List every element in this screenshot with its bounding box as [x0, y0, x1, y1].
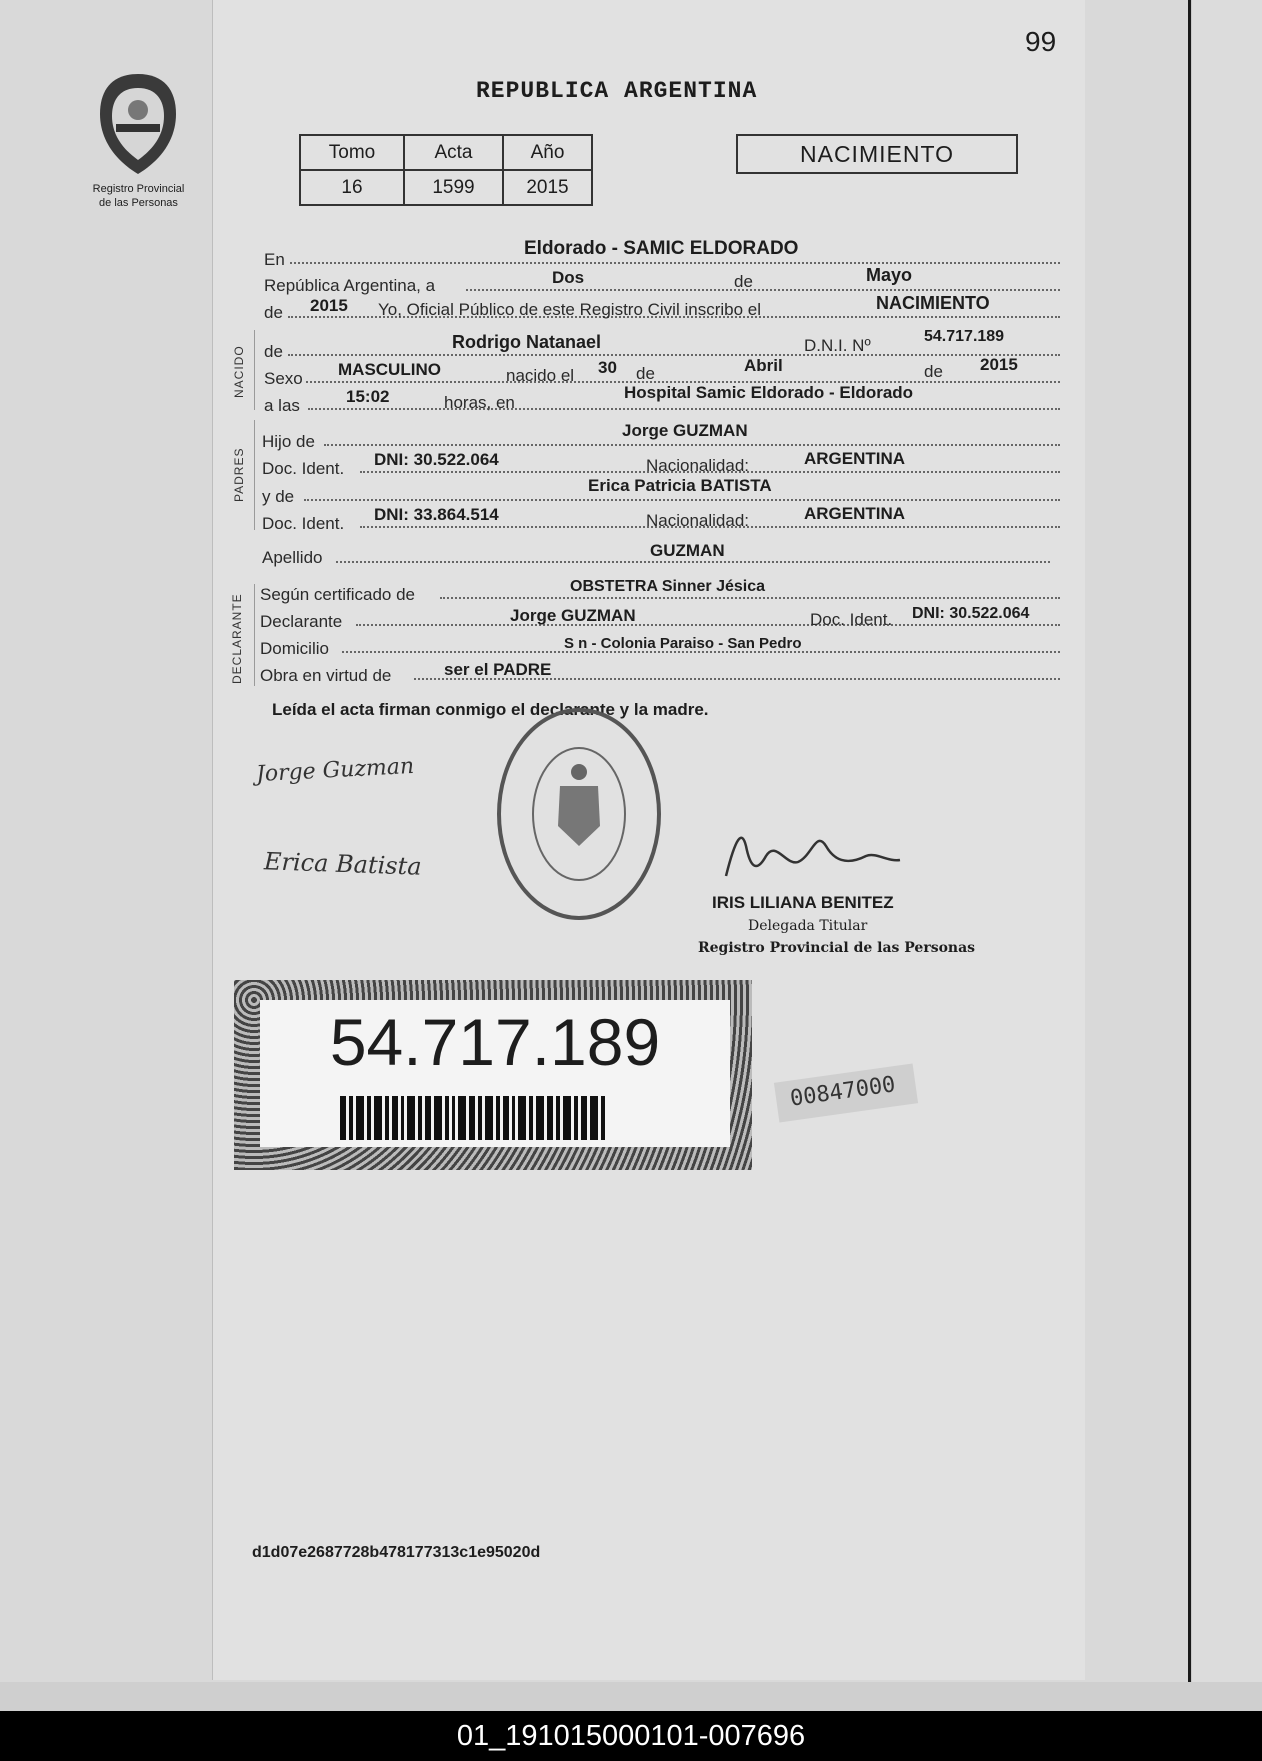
intro-place: Eldorado - SAMIC ELDORADO	[524, 238, 799, 259]
inscribo-label: Yo, Oficial Público de este Registro Civil inscribo el	[378, 300, 761, 319]
declarante-section-label: DECLARANTE	[230, 593, 244, 684]
record-header-acta: Acta	[404, 135, 503, 170]
declarante-label: Declarante	[260, 612, 343, 631]
nacido-section-label: NACIDO	[232, 345, 246, 398]
birth-month: Abril	[744, 356, 783, 375]
intro-year-prefix: de	[264, 303, 283, 322]
obra-label: Obra en virtud de	[260, 666, 392, 685]
mother-doc: DNI: 33.864.514	[374, 505, 499, 524]
dotted-line	[466, 289, 1060, 291]
document-hash: d1d07e2687728b478177313c1e95020d	[252, 1544, 541, 1561]
barcode-icon	[340, 1096, 650, 1140]
apellido-value: GUZMAN	[650, 541, 725, 560]
birth-time: 15:02	[346, 387, 390, 406]
nacido-el-label: nacido el	[506, 366, 575, 385]
dotted-line	[288, 354, 1060, 356]
child-name: Rodrigo Natanael	[452, 332, 602, 352]
birth-de-label: de	[636, 364, 655, 383]
dotted-line	[356, 624, 1060, 626]
birth-place: Hospital Samic Eldorado - Eldorado	[624, 383, 914, 402]
intro-month: Mayo	[866, 265, 913, 285]
registry-seal	[494, 706, 664, 922]
scan-footer	[0, 1711, 1262, 1761]
sexo-label: Sexo	[264, 369, 303, 388]
birth-de-label-2: de	[924, 362, 943, 381]
nacido-de-label: de	[264, 342, 283, 361]
mother-nationality: ARGENTINA	[804, 504, 906, 523]
record-table	[299, 134, 593, 206]
registry-caption-line1: Registro Provincial	[92, 183, 185, 195]
page-binding-line	[1188, 0, 1191, 1700]
intro-event: NACIMIENTO	[876, 293, 990, 313]
father-name: Jorge GUZMAN	[622, 421, 748, 440]
record-value-acta: 1599	[404, 170, 503, 205]
record-type-box: NACIMIENTO	[736, 134, 1018, 174]
declarante-name: Jorge GUZMAN	[510, 606, 636, 625]
domicilio-label: Domicilio	[260, 639, 329, 658]
id-sticker-number: 54.717.189	[329, 1005, 661, 1079]
footer-id: 01_191015000101-007696	[456, 1720, 806, 1752]
record-value-ano: 2015	[503, 170, 592, 205]
alas-label: a las	[264, 396, 300, 415]
dotted-line	[308, 408, 1060, 410]
dotted-line	[324, 444, 1060, 446]
lower-page-strip	[0, 1682, 1262, 1711]
official-signature	[716, 826, 906, 886]
mother-nationality-label: Nacionalidad:	[646, 511, 750, 530]
seal-icon	[494, 706, 664, 922]
birth-year: 2015	[980, 355, 1018, 374]
y-de-label: y de	[262, 487, 295, 506]
record-header-tomo: Tomo	[300, 135, 404, 170]
republica-label: República Argentina, a	[264, 276, 436, 295]
record-header-ano: Año	[503, 135, 592, 170]
father-nationality: ARGENTINA	[804, 449, 906, 468]
official-role: Delegada Titular	[748, 918, 868, 934]
record-value-tomo: 16	[300, 170, 404, 205]
father-doc: DNI: 30.522.064	[374, 450, 499, 469]
closing-statement: Leída el acta firman conmigo el declarante y la madre.	[272, 700, 709, 719]
father-nationality-label: Nacionalidad:	[646, 456, 750, 475]
dotted-line	[440, 597, 1060, 599]
province-emblem	[92, 70, 184, 178]
section-divider	[254, 584, 255, 686]
dni-label: D.N.I. Nº	[804, 336, 871, 355]
certificado-label: Según certificado de	[260, 585, 415, 604]
official-name: IRIS LILIANA BENITEZ	[712, 893, 894, 912]
registry-caption	[76, 182, 201, 210]
intro-day: Dos	[552, 268, 585, 287]
apellido-label: Apellido	[262, 548, 323, 567]
section-divider	[254, 420, 255, 530]
intro-de-label: de	[734, 272, 753, 291]
certificado-value: OBSTETRA Sinner Jésica	[570, 578, 766, 595]
padres-section-label: PADRES	[232, 447, 246, 502]
registry-caption-line2: de las Personas	[99, 197, 178, 209]
signature-scribble-icon	[716, 826, 906, 886]
en-label: En	[264, 250, 285, 269]
obra-value: ser el PADRE	[444, 660, 552, 679]
mother-name: Erica Patricia BATISTA	[588, 476, 772, 495]
declarante-doc: DNI: 30.522.064	[912, 605, 1030, 622]
emblem-icon	[92, 70, 184, 178]
id-sticker	[234, 980, 752, 1170]
official-office: Registro Provincial de las Personas	[698, 940, 976, 956]
page-number: 99	[1025, 26, 1057, 57]
father-signature: Jorge Guzman	[255, 753, 415, 788]
document-title: REPUBLICA ARGENTINA	[476, 78, 758, 104]
mother-doc-label: Doc. Ident.	[262, 514, 345, 533]
mother-signature: Erica Batista	[263, 847, 423, 881]
dotted-line	[304, 499, 1060, 501]
birth-day: 30	[598, 358, 617, 377]
child-sex: MASCULINO	[338, 360, 441, 379]
dotted-line	[290, 262, 1060, 264]
declarante-doc-label: Doc. Ident.	[810, 610, 893, 629]
child-dni: 54.717.189	[924, 328, 1005, 345]
adjacent-page-edge	[1192, 0, 1262, 1711]
id-sticker-panel	[260, 1000, 730, 1147]
father-doc-label: Doc. Ident.	[262, 459, 345, 478]
hijo-de-label: Hijo de	[262, 432, 315, 451]
domicilio-value: S n - Colonia Paraiso - San Pedro	[564, 635, 802, 652]
horas-label: horas, en	[444, 393, 515, 412]
intro-year: 2015	[310, 296, 348, 315]
dotted-line	[336, 561, 1050, 563]
serial-stamp-number: 00847000	[788, 1072, 898, 1112]
section-divider	[254, 330, 255, 410]
